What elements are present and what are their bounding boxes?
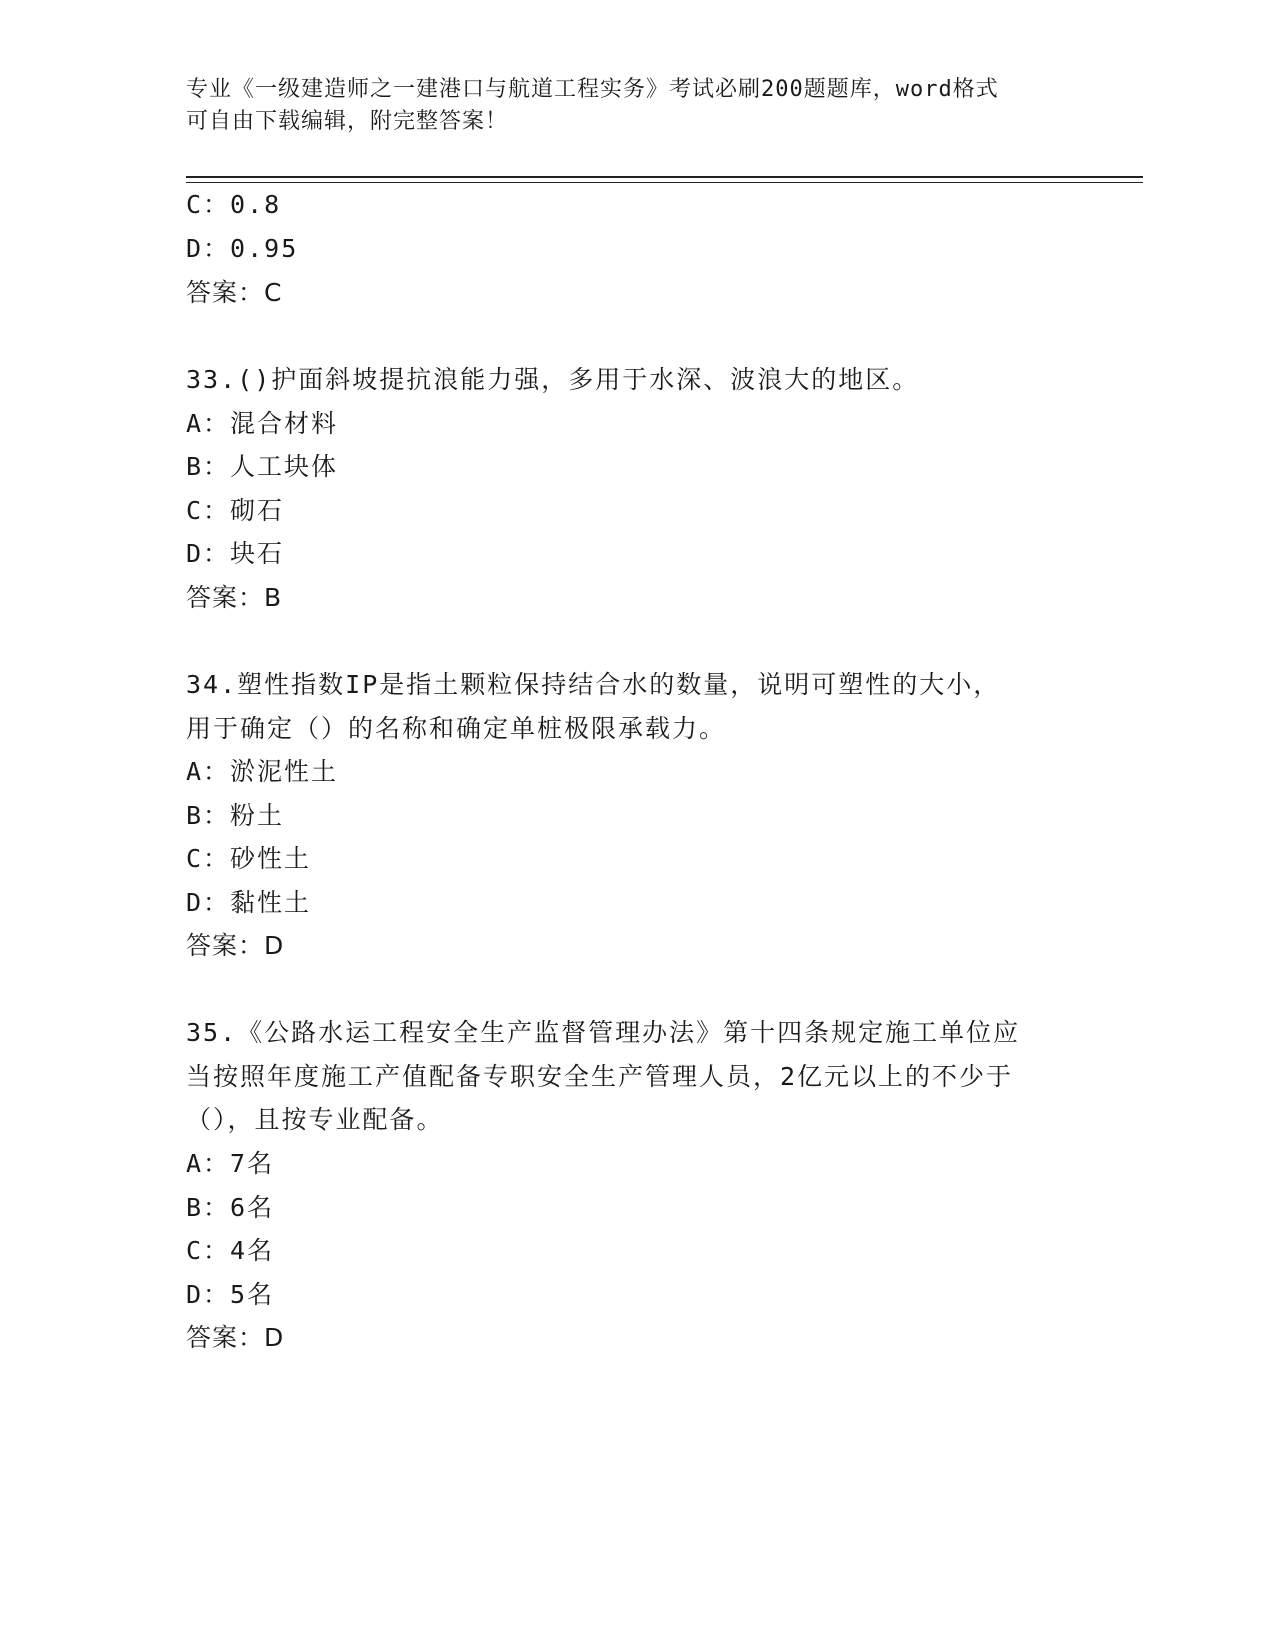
- q35-answer: 答案：D: [186, 1323, 285, 1352]
- q34-option-c: C：砂性土: [186, 844, 312, 873]
- q33-stem: 33.()护面斜坡提抗浪能力强，多用于水深、波浪大的地区。: [186, 365, 920, 394]
- q35-option-c: C：4名: [186, 1236, 275, 1265]
- header-divider-thick: [186, 176, 1143, 178]
- q33-option-d: D：块石: [186, 539, 285, 568]
- q33-option-c: C：砌石: [186, 496, 285, 525]
- header-line-2: 可自由下载编辑，附完整答案！: [186, 109, 509, 134]
- header-divider-thin: [186, 182, 1143, 183]
- prev-answer: 答案：C: [186, 278, 283, 307]
- q34-option-a: A：淤泥性土: [186, 757, 339, 786]
- prev-option-d: D：0.95: [186, 234, 299, 263]
- document-header: [186, 74, 1066, 138]
- q34-stem-line-2: 用于确定（）的名称和确定单桩极限承载力。: [186, 714, 727, 743]
- q35-option-b: B：6名: [186, 1193, 275, 1222]
- q35-stem-line-3: （），且按专业配备。: [186, 1105, 444, 1134]
- header-line-1: 专业《一级建造师之一建港口与航道工程实务》考试必刷200题题库，word格式: [186, 77, 999, 102]
- q34-option-b: B：粉土: [186, 801, 285, 830]
- q33-option-a: A：混合材料: [186, 409, 339, 438]
- prev-option-c: C：0.8: [186, 190, 282, 219]
- q35-stem-line-2: 当按照年度施工产值配备专职安全生产管理人员，2亿元以上的不少于: [186, 1062, 1014, 1091]
- q34-option-d: D：黏性土: [186, 888, 312, 917]
- q35-stem-line-1: 35.《公路水运工程安全生产监督管理办法》第十四条规定施工单位应: [186, 1018, 1021, 1047]
- q34-answer: 答案：D: [186, 931, 285, 960]
- q35-option-d: D：5名: [186, 1280, 275, 1309]
- q35-option-a: A：7名: [186, 1149, 275, 1178]
- q33-answer: 答案：B: [186, 583, 283, 612]
- q34-stem-line-1: 34.塑性指数IP是指土颗粒保持结合水的数量，说明可塑性的大小，: [186, 670, 1001, 699]
- q33-option-b: B：人工块体: [186, 452, 339, 481]
